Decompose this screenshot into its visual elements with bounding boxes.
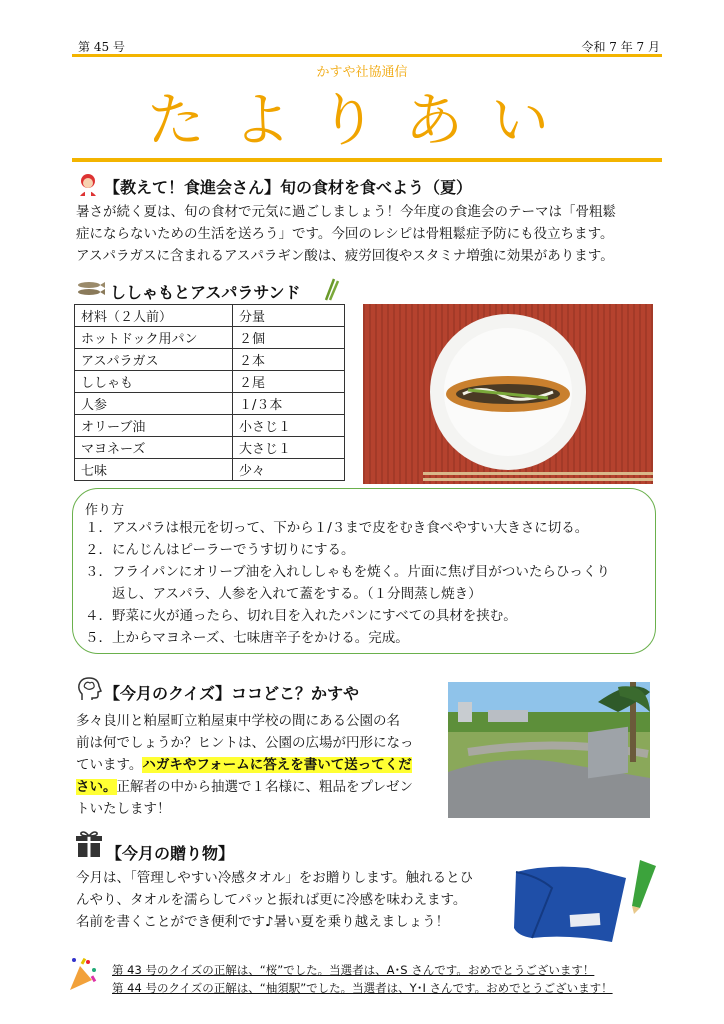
body-line: 多々良川と粕屋町立粕屋東中学校の間にある公園の名: [76, 713, 400, 729]
table-cell: オリーブ油: [75, 415, 233, 437]
step-item: ３．フライパンにオリーブ油を入れししゃもを焼く。片面に焦げ目がついたらひっくり: [85, 564, 610, 580]
section-heading-food: 【教えて！食進会さん】旬の食材を食べよう（夏）: [104, 178, 473, 197]
table-row: [75, 327, 345, 349]
table-cell: ホットドック用パン: [75, 327, 233, 349]
ingredients-table: [74, 304, 345, 481]
asparagus-icon: [322, 277, 340, 305]
table-cell: 分量: [233, 305, 345, 327]
table-cell: ２本: [233, 349, 345, 371]
body-line: アスパラガスに含まれるアスパラギン酸は、疲労回復やスタミナ増強に効果があります。: [76, 248, 614, 264]
table-row: [75, 305, 345, 327]
text-segment: ています。: [76, 757, 143, 773]
fish-icon: [76, 279, 106, 303]
section-heading-quiz: 【今月のクイズ】ココどこ？かすや: [104, 684, 360, 703]
table-cell: 少々: [233, 459, 345, 481]
step-item: 返し、アスパラ、人参を入れて蓋をする。（１分間蒸し焼き）: [85, 586, 482, 602]
table-row: [75, 415, 345, 437]
table-cell: 人参: [75, 393, 233, 415]
step-item: １．アスパラは根元を切って、下から１/３まで皮をむき食べやすい大きさに切る。: [85, 520, 589, 536]
header-rule-bottom: [72, 158, 662, 162]
newsletter-subtitle: かすや社協通信: [316, 65, 408, 80]
towel-illustration: [508, 858, 660, 944]
table-row: [75, 349, 345, 371]
text-segment: 正解者の中から抽選で１名様に、粗品をプレゼン: [116, 779, 413, 795]
table-row: [75, 437, 345, 459]
section-body-quiz: [76, 710, 441, 820]
body-line: 今月は、「管理しやすい冷感タオル」をお贈りします。触れるとひ: [76, 870, 474, 886]
issue-date: 令和 7 年 7 月: [581, 40, 660, 54]
table-cell: 七味: [75, 459, 233, 481]
table-cell: アスパラガス: [75, 349, 233, 371]
table-cell: 材料（２人前）: [75, 305, 233, 327]
table-row: [75, 393, 345, 415]
park-photo: [448, 682, 650, 818]
body-line: 暑さが続く夏は、旬の食材で元気に過ごしましょう！今年度の食進会のテーマは「骨粗鬆: [76, 204, 616, 220]
steps-list: [85, 517, 610, 649]
body-line: んやり、タオルを濡らしてパッと振れば更に冷感を味わえます。: [76, 892, 467, 908]
highlighted-instruction: さい。: [76, 779, 117, 795]
body-line: 前は何でしょうか？ヒントは、公園の広場が円形になっ: [76, 735, 414, 751]
gift-box-icon: [76, 830, 102, 862]
body-line-highlight: [76, 776, 441, 798]
party-popper-icon: [66, 956, 98, 996]
table-cell: 小さじ１: [233, 415, 345, 437]
recipe-photo: [363, 304, 653, 484]
header-rule-top: [72, 54, 662, 57]
table-row: [75, 371, 345, 393]
section-body-food: [76, 201, 616, 267]
table-cell: ししゃも: [75, 371, 233, 393]
recipe-steps-box: [72, 488, 656, 654]
steps-title: 作り方: [85, 503, 125, 518]
body-line: トいたします！: [76, 801, 171, 817]
step-item: ２．にんじんはピーラーでうす切りにする。: [85, 542, 355, 558]
newsletter-title: たよりあい: [146, 86, 577, 154]
table-cell: １/３本: [233, 393, 345, 415]
table-row: [75, 459, 345, 481]
body-line: 名前を書くことができ便利です♪暑い夏を乗り越えましょう！: [76, 914, 450, 930]
recipe-title: ししゃもとアスパラサンド: [110, 283, 301, 302]
footer-answer-43: 第 43 号のクイズの正解は、“桜”でした。当選者は、A･S さんです。おめでとうございます！: [112, 963, 595, 977]
issue-number: 第 45 号: [78, 40, 125, 54]
brain-head-icon: [76, 676, 102, 706]
highlighted-instruction: ハガキやフォームに答えを書いて送ってくだ: [142, 757, 412, 773]
body-line-highlight: [76, 754, 441, 776]
table-cell: ２尾: [233, 371, 345, 393]
footer-answer-44: 第 44 号のクイズの正解は、“柚須駅”でした。当選者は、Y･I さんです。おめでとうございます！: [112, 981, 613, 995]
table-cell: マヨネーズ: [75, 437, 233, 459]
table-cell: ２個: [233, 327, 345, 349]
body-line: 症にならないための生活を送ろう」です。今回のレシピは骨粗鬆症予防にも役立ちます。: [76, 226, 614, 242]
section-heading-gift: 【今月の贈り物】: [106, 844, 235, 863]
step-item: ４．野菜に火が通ったら、切れ目を入れたパンにすべての具材を挟む。: [85, 608, 517, 624]
step-item: ５．上からマヨネーズ、七味唐辛子をかける。完成。: [85, 630, 409, 646]
cook-avatar-icon: [76, 172, 100, 200]
section-body-gift: [76, 867, 473, 933]
table-cell: 大さじ１: [233, 437, 345, 459]
